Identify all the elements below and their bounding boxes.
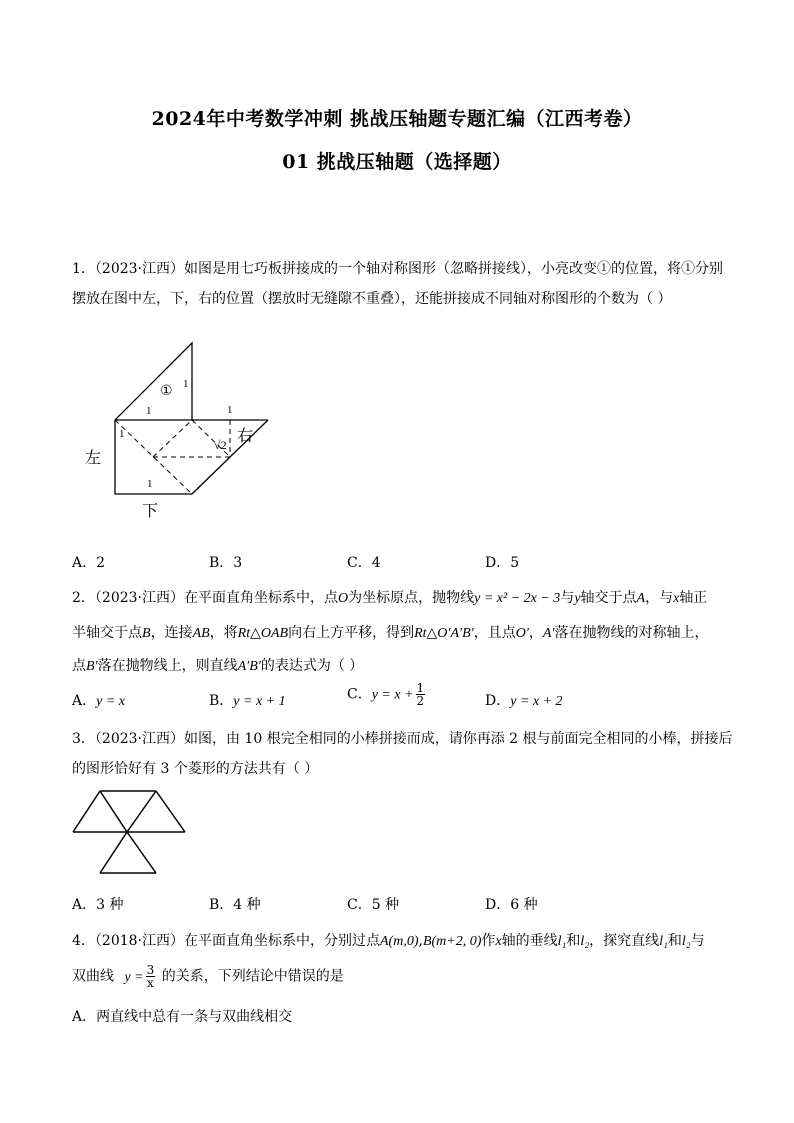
label-right: 右 bbox=[237, 428, 254, 445]
q4-line1: 4．（2018·江西）在平面直角坐标系中，分别过点A(m,0),B(m+2, 0)作x轴的垂线l₁和l₂，探究直线l₁和l₂与 bbox=[72, 933, 705, 949]
label-one-d: 1 bbox=[119, 428, 125, 440]
q3-option-d: D．6 种 bbox=[485, 897, 538, 913]
q2-option-a: A．y = x bbox=[72, 693, 125, 709]
q2-option-b: B．y = x + 1 bbox=[209, 693, 286, 709]
q1-option-d: D．5 bbox=[485, 555, 520, 571]
q2-option-d: D．y = x + 2 bbox=[485, 693, 563, 709]
label-left: 左 bbox=[85, 450, 102, 467]
q2-line2: 半轴交于点B，连接AB，将Rt△OAB向右上方平移，得到Rt△O′A′B′，且点O′，A′落在抛物线的对称轴上， bbox=[72, 625, 709, 641]
label-circle-one: ① bbox=[160, 384, 173, 399]
q2-line3: 点B′落在抛物线上，则直线A′B′的表达式为（ ） bbox=[72, 658, 364, 674]
q4-option-a: A．两直线中总有一条与双曲线相交 bbox=[72, 1009, 293, 1025]
q4-line2: 双曲线 y = $\frac{3}{x}$ 的关系，下列结论中错误的是 bbox=[72, 963, 344, 990]
q2-option-c: C．y = x + $\frac{1}{2}$ bbox=[347, 681, 425, 708]
label-one-e: 1 bbox=[147, 478, 153, 490]
q3-option-b: B．4 种 bbox=[209, 897, 261, 913]
label-one-b: 1 bbox=[146, 405, 152, 417]
q3-sticks-figure bbox=[70, 788, 190, 888]
page-subtitle: 01 挑战压轴题（选择题） bbox=[282, 151, 512, 173]
q1-line1: 1．（2023·江西）如图是用七巧板拼接成的一个轴对称图形（忽略拼接线），小亮改变①的位置，将①分别 bbox=[72, 261, 723, 277]
q1-option-b: B．3 bbox=[209, 555, 243, 571]
q1-option-a: A．2 bbox=[72, 555, 106, 571]
page-title: 2024年中考数学冲刺 挑战压轴题专题汇编（江西考卷） bbox=[151, 108, 643, 130]
q1-tangram-figure bbox=[80, 335, 310, 525]
label-down: 下 bbox=[142, 503, 159, 520]
q1-line2: 摆放在图中左，下，右的位置（摆放时无缝隙不重叠），还能拼接成不同轴对称图形的个数为（ ） bbox=[72, 291, 672, 307]
q3-line1: 3．（2023·江西）如图，由 10 根完全相同的小棒拼接而成，请你再添 2 根与前面完全相同的小棒，拼接后 bbox=[72, 731, 733, 747]
label-one-c: 1 bbox=[227, 404, 233, 416]
tangram-piece-one bbox=[115, 343, 192, 420]
q2-line1: 2．（2023·江西）在平面直角坐标系中，点O为坐标原点，抛物线y = x² − 2x − 3与y轴交于点A，与x轴正 bbox=[72, 590, 708, 606]
label-sqrt2: √2 bbox=[214, 438, 227, 452]
q3-line2: 的图形恰好有 3 个菱形的方法共有（ ） bbox=[72, 761, 319, 777]
q3-option-a: A．3 种 bbox=[72, 897, 124, 913]
q3-option-c: C．5 种 bbox=[347, 897, 400, 913]
q1-option-c: C．4 bbox=[347, 555, 381, 571]
label-one-a: 1 bbox=[183, 378, 189, 390]
